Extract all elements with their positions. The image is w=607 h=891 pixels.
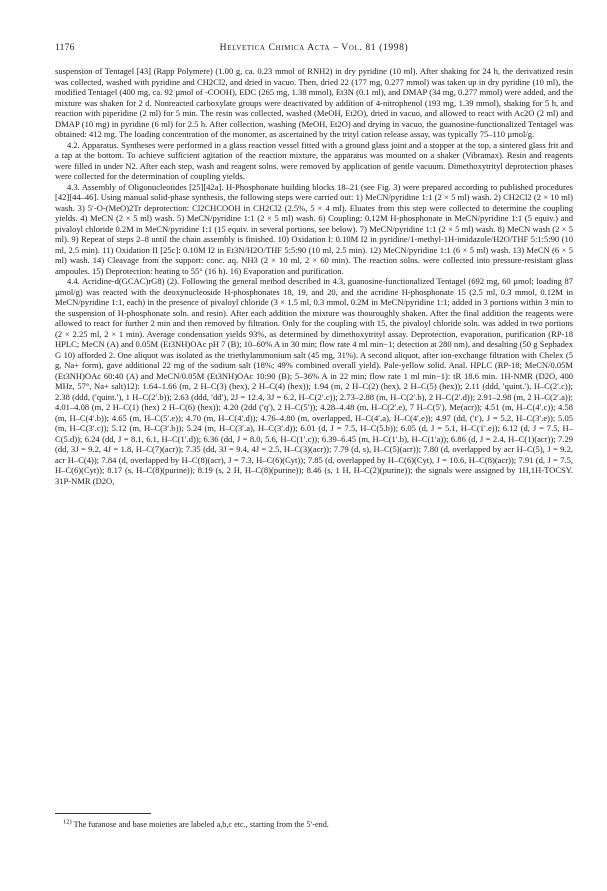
footnote-text: The furanose and base moieties are labeled a,b,c etc., starting from the 5′-end. — [73, 820, 329, 829]
paragraph-apparatus: 4.2. Apparatus. Syntheses were performed in a glass reaction vessel fitted with a ground glass joint and a stopper at the top, a sintered glass frit and a tap at the bottom. To achieve sufficient agitation of the reaction mixture, the apparatus was mounted on a shaker (Vibramax). Resin and reagents were filled in under N2. After each step, wash and reagent solns. were removed by application of gentle vacuum. Dimethoxytrityl deprotection phases were collected for the determination of coupling yields. — [55, 139, 573, 181]
footnote — [55, 820, 573, 830]
paragraph-oligonucleotide-assembly: 4.3. Assembly of Oligonucleotides [25][42a]. H-Phosphonate building blocks 18–21 (see Fig. 3) were prepared according to published procedures [42][44–46]. Using manual solid-phase synthesis, the following steps were carried out: 1) MeCN/pyridine 1:1 (2 × 5 ml) wash. 2) CH2Cl2 (2 × 10 ml) wash. 3) 5′-O-(MeO)2Tr deprotection: Cl2CHCOOH in CH2Cl2 (2.5%, 5 × 4 ml). Eluates from this step were collected to determine the coupling yields. 4) MeCN (2 × 5 ml) wash. 5) MeCN/pyridine 1:1 (2 × 5 ml) wash. 6) Coupling: 0.12M H-phosphonate in MeCN/pyridine 1:1 (5 equiv.) and pivaloyl chloride 0.2M in MeCN/pyridine 1:1 (15 equiv. in several portions, see below). 7) MeCN/pyridine 1:1 (2 × 5 ml) wash. 8) MeCN wash (2 × 5 ml). 9) Repeat of steps 2–8 until the chain assembly is finished. 10) Oxidation I: 0.10M I2 in pyridine/1-methyl-1H-imidazole/H2O/THF 5:1:5:90 (10 ml, 2.5 min). 11) Oxidation II [25c]: 0.10M I2 in Et3N/H2O/THF 5:5:90 (10 ml, 2.5 min). 12) MeCN/pyridine 1:1 (6 × 5 ml) wash. 13) MeCN (6 × 5 ml) wash. 14) Cleavage from the support: conc. aq. NH3 (2 × 10 ml, 2 × 60 min). The reaction solns. were collected into pressure-resistant glass ampoules. 15) Deprotection: heating to 55° (16 h). 16) Evaporation and purification. — [55, 181, 573, 276]
page-number: 1176 — [55, 42, 75, 53]
journal-title: Helvetica Chimica Acta – Vol. 81 (1998) — [219, 42, 409, 53]
article-body — [55, 66, 573, 486]
footnote-mark: 12) — [63, 818, 72, 826]
paragraph-resin-functionalization: suspension of Tentagel [43] (Rapp Polymere) (1.00 g, ca. 0.23 mmol of RNH2) in dry pyridine (10 ml). After shaking for 24 h, the derivatized resin was collected, washed with pyridine and CH2Cl2, and dried in vacuo. Then, dried 22 (177 mg, 0.277 mmol) was taken up in dry pyridine (10 ml), the modified Tentagel (400 mg, ca. 92 µmol of -COOH), EDC (265 mg, 1.38 mmol), Et3N (0.1 ml), and DMAP (34 mg, 0.277 mmol) were added, and the mixture was shaken for 2 d. Nonreacted carboxylate groups were deactivated by addition of 4-nitrophenol (193 mg, 1.39 mmol), shaking for 5 h, and reaction with piperidine (2 ml) for 5 min. The resin was collected, washed (MeOH, Et2O), dried in vacuo, and allowed to react with Ac2O (2 ml) and DMAP (10 mg) in pyridine (6 ml) for 2.5 h. After collection, washing (MeOH, Et2O) and drying in vacuo, the guanosine-functionalized Tentagel was obtained: 412 mg. The loading concentration of the monomer, as ascertained by the trityl cation release assay, was typically 75–110 µmol/g. — [55, 66, 573, 139]
running-header — [55, 42, 573, 56]
paragraph-acridine-synthesis: 4.4. Acridine-d(GCAC)rG8) (2). Following the general method described in 4.3, guanosine-functionalized Tentagel (692 mg, 60 µmol; loading 87 µmol/g) was reacted with the deoxynucleoside H-phosphonates 18, 19, and 20, and the acridine H-phosphonate 15 (2.5 ml, 0.3 mmol, 0.12M in MeCN/pyridine 1:1, each) in the presence of pivaloyl chloride (3 × 1.5 ml, 0.3 mmol, 0.2M in MeCN/pyridine 1:1; added in 3 portions within 3 min to the suspension of H-phosphonate soln. and resin). After each addition the mixture was thouroughly shaken. After the final addition the reagents were allowed to react for further 2 min and then removed by filtration. Only for the coupling with 15, the pivaloyl chloride soln. was added in two portions (2 × 2.25 ml, 2 × 1 min). Average condensation yields 93%, as determined by dimethoxytrityl assay. Deprotection, evaporation, purification (RP-18 HPLC; MeCN (A) and 0.05M (Et3NH)OAc pH 7 (B); 10–60% A in 30 min; flow rate 4 ml min−1; detection at 280 nm), and desalting (50 g Sephadex G 10) afforded 2. One aliquot was isolated as the triethylammonium salt (45 mg, 31%). A second aliquot, after ion-exchange filtration with Chelex (5 g, Na+ form), gave additional 22 mg of the sodium salt (18%; 49% combined overall yield). Pale-yellow solid. Anal. HPLC (RP-18; MeCN/0.05M (Et3NH)OAc 60:40 (A) and MeCN/0.05M (Et3NH)OAc 10:90 (B); 5–36% A in 22 min; flow rate 1 ml min−1): tR 18.6 min. 1H-NMR (D2O, 400 MHz, 57°, Na+ salt)12): 1.64–1.66 (m, 2 H–C(3) (hex), 2 H–C(4) (hex)); 1.94 (m, 2 H–C(2) (hex), 2 H–C(5) (hex)); 2.11 (ddd, ′quint.′), H–C(2′.c)); 2.38 (ddd, (′quint.′), 1 H–C(2′.b)); 2.63 (ddd, ′dd′), 2J = 12.4, 3J = 6.2, H–C(2′.c)); 2.73–2.88 (m, H–C(2′.b), 2 H–C(2′.d)); 2.91–2.98 (m, 2 H–C(2′.a)); 4.01–4.08 (m, 2 H–C(1) (hex) 2 H–C(6) (hex)); 4.20 (2dd (′q′), 2 H–C(5′)); 4.28–4.48 (m, H–C(2′.e), 7 H–C(5′), Me(acr)); 4.51 (m, H–C(4′.c)); 4.58 (m, H–C(4′.b)); 4.65 (m, H–C(5′.e)); 4.70 (m, H–C(4′.d)); 4.76–4.80 (m, overlapped, H–C(4′.a), H–C(4′.e)); 4.97 (dd, (′t′), J = 5.2, H–C(3′.e)); 5.05 (m, H–C(3′.c)); 5.12 (m, H–C(3′.b)); 5.24 (m, H–C(3′.a), H–C(3′.d)); 6.01 (d, J = 7.5, H–C(5.b)); 6.05 (d, J = 5.1, H–C(1′.e)); 6.12 (d, J = 7.5, H–C(5.d)); 6.24 (dd, J = 8.1, 6.1, H–C(1′.d)); 6.36 (dd, J = 8.0, 5.6, H–C(1′.c)); 6.39–6.45 (m, H–C(1′.b), H–C(1′a)); 6.86 (d, J = 2.4, H–C(1)(acr)); 7.29 (dd, 3J = 9.2, 4J = 1.8, H–C(7)(acr)); 7.35 (dd, 3J = 9.4, 4J = 2.5, H–C(3)(acr)); 7.79 (d, s), H–C(5)(acr)); 7.80 (d, overlapped by acr H–C(5), J = 9.2, acr H–C(4)); 7.84 (d, overlapped by H–C(8)(acr), J = 7.3, H–C(6)(Cyt)); 7.85 (d, overlapped by H–C(6)(Cyt), J = 10.6, H–C(8)(acr)); 7.91 (d, J = 7.5, H–C(6)(Cyt)); 8.17 (s, H–C(8)(purine)); 8.19 (s, 2 H, H–C(8)(purine)); 8.46 (s, 1 H, H–C(2)(purine)); the signals were assigned by 1H,1H-TOCSY. 31P-NMR (D2O, — [55, 276, 573, 486]
footnote-divider — [55, 813, 151, 814]
